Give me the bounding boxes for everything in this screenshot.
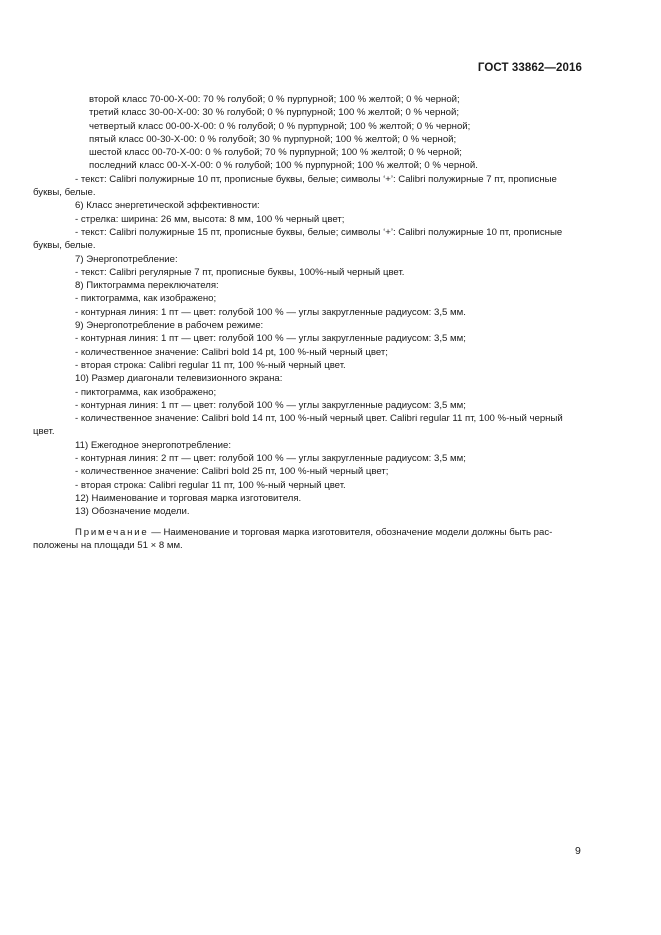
spec-line: - контурная линия: 1 пт — цвет: голубой 100 % — углы закругленные радиусом: 3,5 мм; bbox=[75, 399, 466, 411]
document-body bbox=[33, 93, 593, 552]
spec-line: 11) Ежегодное энергопотребление: bbox=[75, 439, 232, 451]
spec-line: - количественное значение: Calibri bold 25 пт, 100 %-ный черный цвет; bbox=[75, 466, 389, 478]
spec-line: - вторая строка: Calibri regular 11 пт, 100 %-ный черный цвет. bbox=[75, 359, 346, 371]
spec-line: - текст: Calibri полужирные 10 пт, прописные буквы, белые; символы ‘+’: Calibri полужирные 7 пт, прописные bbox=[75, 173, 557, 185]
spec-line: 9) Энергопотребление в рабочем режиме: bbox=[75, 320, 264, 332]
spec-line: буквы, белые. bbox=[33, 240, 96, 252]
spec-line: - вторая строка: Calibri regular 11 пт, 100 %-ный черный цвет. bbox=[75, 479, 346, 491]
page-number: 9 bbox=[575, 845, 581, 857]
spec-line: четвертый класс 00-00-Х-00: 0 % голубой; 0 % пурпурной; 100 % желтой; 0 % черной; bbox=[89, 120, 471, 132]
note-paragraph bbox=[33, 526, 593, 539]
spec-line: 7) Энергопотребление: bbox=[75, 253, 178, 265]
spec-line: 13) Обозначение модели. bbox=[75, 506, 190, 518]
document-header-standard: ГОСТ 33862—2016 bbox=[477, 62, 582, 74]
spec-line: - пиктограмма, как изображено; bbox=[75, 386, 217, 398]
spec-line: - количественное значение: Calibri bold 14 пт, 100 %-ный черный цвет. Calibri regular 11 пт, 100 %-ный черный bbox=[75, 413, 563, 425]
spec-line: пятый класс 00-30-Х-00: 0 % голубой; 30 % пурпурной; 100 % желтой; 0 % черной; bbox=[89, 133, 457, 145]
spec-line: 6) Класс энергетической эффективности: bbox=[75, 200, 260, 212]
spec-line: - контурная линия: 2 пт — цвет: голубой 100 % — углы закругленные радиусом: 3,5 мм; bbox=[75, 453, 466, 465]
spec-line: - контурная линия: 1 пт — цвет: голубой 100 % — углы закругленные радиусом: 3,5 мм. bbox=[75, 306, 466, 318]
spec-line: 8) Пиктограмма переключателя: bbox=[75, 280, 219, 292]
spec-line: 12) Наименование и торговая марка изготовителя. bbox=[75, 492, 302, 504]
spec-line: - контурная линия: 1 пт — цвет: голубой 100 % — углы закругленные радиусом: 3,5 мм; bbox=[75, 333, 466, 345]
spec-line: - текст: Calibri полужирные 15 пт, прописные буквы, белые; символы ‘+’: Calibri полужирные 10 пт, прописные bbox=[75, 226, 563, 238]
spec-line: - количественное значение: Calibri bold 14 pt, 100 %-ный черный цвет; bbox=[75, 346, 388, 358]
spec-line: - пиктограмма, как изображено; bbox=[75, 293, 217, 305]
spec-line: последний класс 00-Х-Х-00: 0 % голубой; 100 % пурпурной; 100 % желтой; 0 % черной. bbox=[89, 160, 478, 172]
note-label: Примечание bbox=[75, 526, 149, 538]
spec-line: - стрелка: ширина: 26 мм, высота: 8 мм, 100 % черный цвет; bbox=[75, 213, 345, 225]
spec-line: цвет. bbox=[33, 426, 55, 438]
spec-line: второй класс 70-00-Х-00: 70 % голубой; 0 % пурпурной; 100 % желтой; 0 % черной; bbox=[89, 94, 460, 105]
spec-line: буквы, белые. bbox=[33, 187, 96, 199]
spec-line: третий класс 30-00-Х-00: 30 % голубой; 0 % пурпурной; 100 % желтой; 0 % черной; bbox=[89, 107, 460, 119]
spec-line: шестой класс 00-70-Х-00: 0 % голубой; 70 % пурпурной; 100 % желтой; 0 % черной; bbox=[89, 147, 462, 159]
note-text-line2: положены на площади 51 × 8 мм. bbox=[33, 539, 183, 551]
spec-lines bbox=[33, 93, 593, 519]
spec-line: - текст: Calibri регулярные 7 пт, прописные буквы, 100%-ный черный цвет. bbox=[75, 266, 405, 278]
spec-line: 10) Размер диагонали телевизионного экрана: bbox=[75, 373, 283, 385]
note-text-line1: — Наименование и торговая марка изготовителя, обозначение модели должны быть рас- bbox=[148, 526, 553, 538]
